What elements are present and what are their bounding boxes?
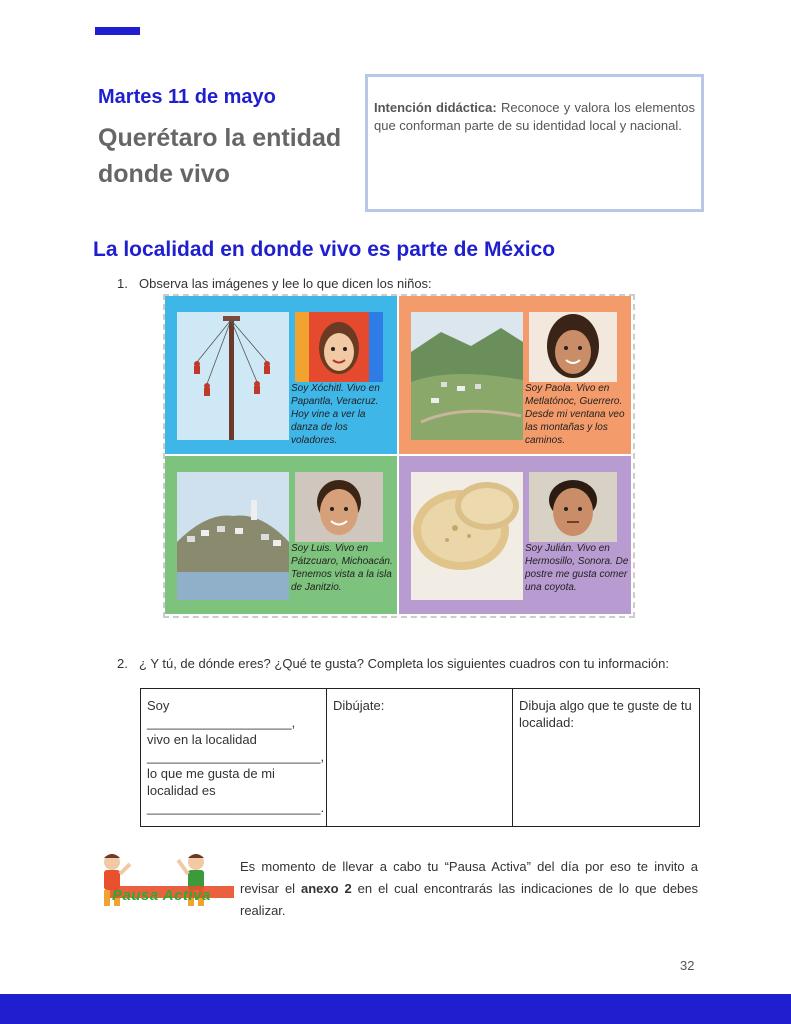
collage-panel-patzcuaro: [165, 456, 397, 614]
item-2-number: 2.: [117, 656, 128, 671]
about-line-5: localidad es: [147, 783, 216, 798]
children-collage: [163, 294, 635, 618]
draw-locality-label: Dibuja algo que te guste de tu localidad:: [519, 698, 692, 730]
xochitl-portrait: [295, 312, 383, 382]
coyota-pastry-image: [411, 472, 523, 600]
pausa-activa-text: [240, 856, 698, 922]
caption-xochitl: Soy Xóchitl. Vivo en Papantla, Veracruz. Hoy vine a ver la danza de los voladores.: [291, 383, 380, 446]
page-number: 32: [680, 958, 695, 973]
about-line-6: ________________________.: [147, 800, 325, 815]
lesson-date: Martes 11 de mayo: [98, 86, 276, 108]
item-1: [117, 276, 432, 291]
caption-julian: Soy Julián. Vivo en Hermosillo, Sonora. De postre me gusta comer una coyota.: [525, 543, 629, 593]
cell-draw-locality[interactable]: [513, 689, 699, 826]
collage-panel-hermosillo: [399, 456, 631, 614]
cell-draw-yourself[interactable]: [327, 689, 513, 826]
pausa-activa-logo: [98, 850, 238, 915]
pausa-activa-label: Pausa Activa: [112, 887, 211, 904]
julian-portrait: [529, 472, 617, 542]
top-accent-bar: [95, 27, 140, 35]
item-2-text: ¿ Y tú, de dónde eres? ¿Qué te gusta? Completa los siguientes cuadros con tu información:: [139, 656, 669, 671]
bottom-accent-bar: [0, 994, 791, 1024]
about-line-2: vivo en la localidad: [147, 732, 257, 747]
cell-about-me[interactable]: [141, 689, 327, 826]
janitzio-island-image: [177, 472, 289, 600]
intent-label: Intención didáctica:: [374, 100, 497, 115]
collage-panel-papantla: [165, 296, 397, 454]
pausa-text-before: Es momento de llevar a cabo tu “Pausa Activa” del día por eso te invito a revisar el: [240, 859, 698, 896]
draw-yourself-label: Dibújate:: [333, 698, 385, 713]
pausa-text-after: en el cual encontrarás las indicaciones de lo que debes realizar.: [240, 881, 699, 918]
mountain-town-image: [411, 312, 523, 440]
caption-paola: Soy Paola. Vivo en Metlatónoc, Guerrero. Desde mi ventana veo las montañas y los caminos.: [525, 383, 625, 446]
about-line-3: ________________________,: [147, 749, 325, 764]
paola-portrait: [529, 312, 617, 382]
item-1-text: Observa las imágenes y lee lo que dicen los niños:: [139, 276, 432, 291]
section-title: La localidad en donde vivo es parte de México: [93, 238, 556, 261]
item-1-number: 1.: [117, 276, 128, 291]
intent-box: [365, 74, 704, 212]
collage-panel-metlatonoc: [399, 296, 631, 454]
item-2: [117, 655, 699, 672]
luis-portrait: [295, 472, 383, 542]
activity-table: [140, 688, 700, 827]
about-line-1: Soy ____________________,: [147, 698, 296, 730]
voladores-image: [177, 312, 289, 440]
lesson-title: Querétaro la entidad donde vivo: [98, 124, 342, 188]
caption-luis: Soy Luis. Vivo en Pátzcuaro, Michoacán. Tenemos vista a la isla de Janitzio.: [291, 543, 393, 593]
intent-text: Reconoce y valora los elementos que conforman parte de su identidad local y nacional.: [374, 100, 695, 133]
pausa-text-bold: anexo 2: [301, 881, 352, 896]
about-line-4: lo que me gusta de mi: [147, 766, 275, 781]
